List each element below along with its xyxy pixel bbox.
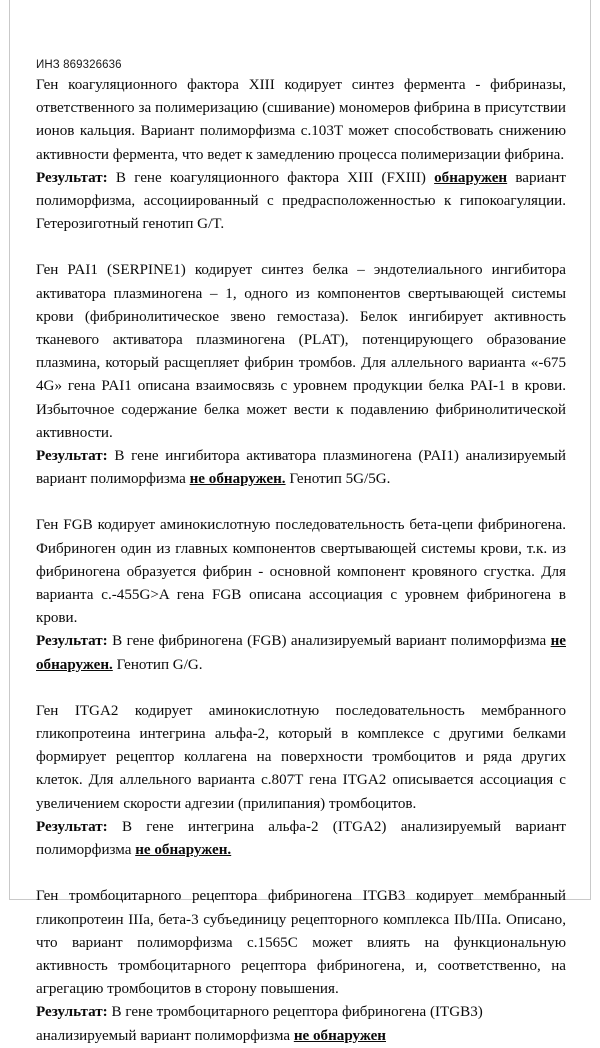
result-emphasis-itgb3: не обнаружен (293, 1027, 387, 1044)
result-text-after-f13: вариант полиморфизма, ассоциированный с предрасположенностью к гипокоагуляции. Гетерозиготный генотип G/T. (36, 169, 566, 233)
result-label-itgb3: Результат: (36, 1004, 108, 1021)
gene-description-f13: Ген коагуляционного фактора XIII кодирует синтез фермента - фибриназы, ответственного за полимеризацию (сшивание) мономеров фибрина в присутствии ионов кальция. Вариант полиморфизма c.103T может способствовать снижению активности фермента, что ведет к замедлению процесса полимеризации фибрина. (36, 77, 566, 163)
result-emphasis-f13: обнаружен (434, 169, 508, 186)
paragraph-spacer (36, 491, 566, 514)
paragraph-spacer (36, 236, 566, 259)
gene-description-pai1: Ген PAI1 (SERPINE1) кодирует синтез белка – эндотелиального ингибитора активатора плазминогена – 1, одного из компонентов свертывающей системы крови (фибринолитическое звено гемостаза). Белок ингибирует активность тканевого активатора плазминогена (PLAT), потенцирующего образование плазмина, который расщепляет фибрин тромбов. Для аллельного варианта «-675 4G» гена PAI1 описана взаимосвязь с уровнем продукции белка PAI-1 в крови. Избыточное содержание белка может вести к подавлению фибринолитической активности. (36, 262, 566, 441)
result-text-before-f13: В гене коагуляционного фактора XIII (FXIII) (107, 169, 435, 186)
result-label-fgb: Результат: (36, 633, 108, 650)
result-text-before-pai1: В гене ингибитора активатора плазминогена (PAI1) анализируемый вариант полиморфизма (36, 448, 566, 488)
gene-result-f13 (36, 167, 566, 237)
document-id-line: ИНЗ 869326636 (36, 59, 122, 71)
paragraph-spacer (36, 677, 566, 700)
result-text-before-itgb3: В гене тромбоцитарного рецептора фибриногена (ITGB3) анализируемый вариант полиморфизма (36, 1004, 483, 1044)
gene-result-pai1 (36, 445, 566, 491)
gene-description-fgb: Ген FGB кодирует аминокислотную последовательность бета-цепи фибриногена. Фибриноген один из главных компонентов свертывающей системы крови, т.к. из фибриногена образуется фибрин - основной компонент кровяного сгустка. Для варианта c.-455G>A гена FGB описана ассоциация с уровнем фибриногена в крови. (36, 517, 566, 627)
gene-description-itga2: Ген ITGA2 кодирует аминокислотную последовательность мембранного гликопротеина интегрина альфа-2, который в комплексе с другими белками формирует рецептор коллагена на поверхности тромбоцитов и ряда других клеток. Для аллельного варианта c.807T гена ITGA2 описывается ассоциация с увеличением скорости адгезии (прилипания) тромбоцитов. (36, 702, 566, 812)
result-text-after-fgb: Генотип G/G. (112, 656, 203, 673)
gene-result-itgb3 (36, 1001, 566, 1047)
result-text-after-pai1: Генотип 5G/5G. (285, 471, 391, 488)
gene-result-fgb (36, 630, 566, 676)
result-emphasis-fgb: не обнаружен. (36, 633, 566, 673)
result-label-f13: Результат: (36, 169, 108, 186)
result-emphasis-itga2: не обнаружен. (135, 842, 232, 859)
result-label-itga2: Результат: (36, 818, 108, 835)
gene-description-itgb3: Ген тромбоцитарного рецептора фибриногена ITGB3 кодирует мембранный гликопротеин IIIa, бета-3 субъединицу рецепторного комплекса IIb/IIIa. Описано, что вариант полиморфизма c.1565C может влиять на функциональную активность тромбоцитарного рецептора фибриногена, и, соответственно, на агрегацию тромбоцитов в сторону повышения. (36, 888, 566, 998)
result-text-before-fgb: В гене фибриногена (FGB) анализируемый вариант полиморфизма (107, 633, 551, 650)
paragraph-spacer (36, 862, 566, 885)
result-text-before-itga2: В гене интегрина альфа-2 (ITGA2) анализируемый вариант полиморфизма (36, 818, 566, 859)
result-emphasis-pai1: не обнаружен. (189, 471, 286, 488)
result-label-pai1: Результат: (36, 448, 108, 465)
gene-result-itga2 (36, 816, 566, 862)
document-content (36, 58, 566, 1048)
